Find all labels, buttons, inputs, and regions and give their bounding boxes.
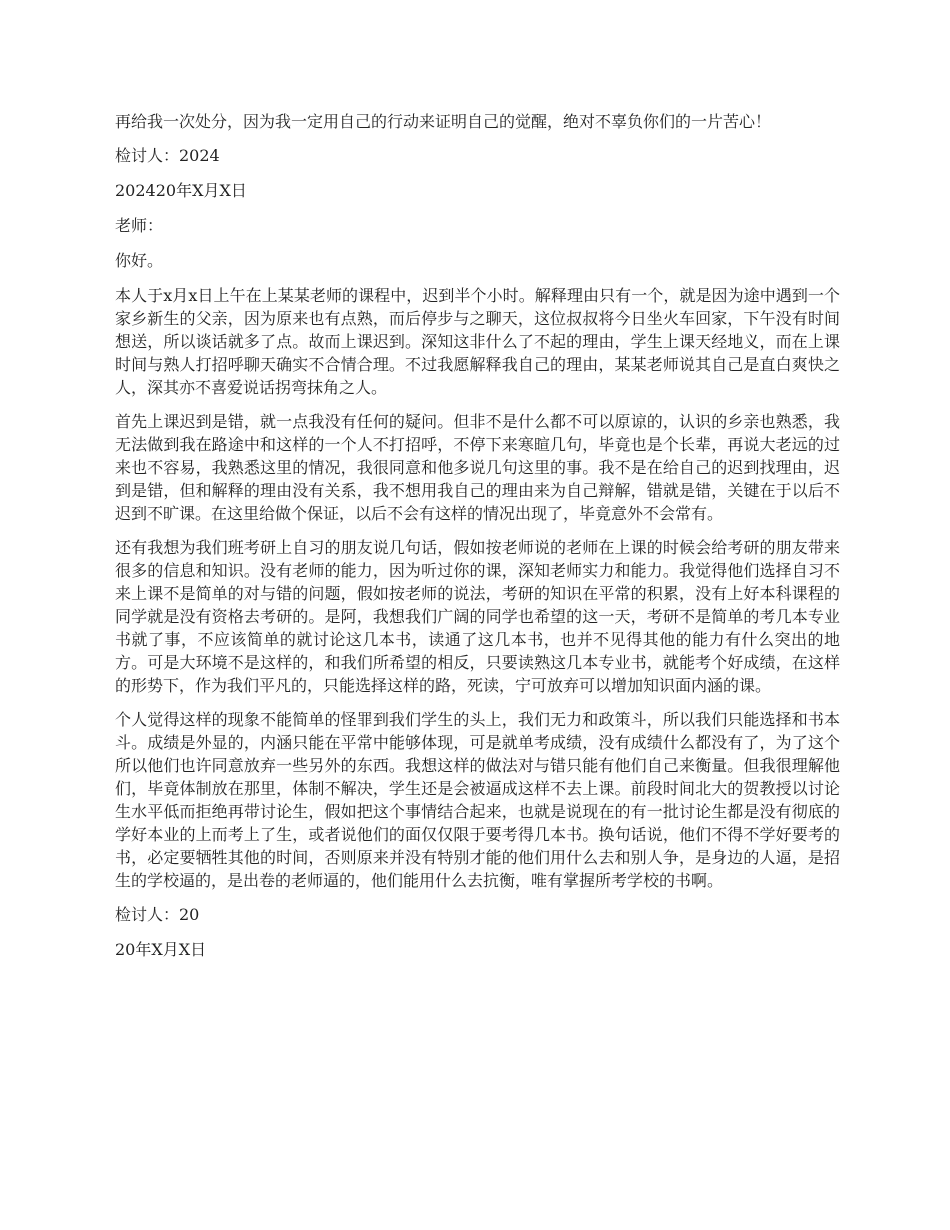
body-paragraph: 个人觉得这样的现象不能简单的怪罪到我们学生的头上，我们无力和政策斗，所以我们只能选择和书本斗。成绩是外显的，内涵只能在平常中能够体现，可是就单考成绩，没有成绩什么都没有了，为了这个所以他们也许同意放弃一些另外的东西。我想这样的做法对与错只能有他们自己来衡量。但我很理解他们，毕竟体制放在那里，体制不解决，学生还是会被逼成这样不去上课。前段时间北大的贺教授以讨论生水平低而拒绝再带讨论生，假如把这个事情结合起来，也就是说现在的有一批讨论生都是没有彻底的学好本业的上而考上了生，或者说他们的面仅仅限于要考得几本书。换句话说，他们不得不学好要考的书，必定要牺牲其他的时间，否则原来并没有特别才能的他们用什么去和别人争，是身边的人逼，是招生的学校逼的，是出卷的老师逼的，他们能用什么去抗衡，唯有掌握所考学校的书啊。 <box>115 710 840 890</box>
body-paragraph: 首先上课迟到是错，就一点我没有任何的疑问。但非不是什么都不可以原谅的，认识的乡亲也熟悉，我无法做到我在路途中和这样的一个人不打招呼，不停下来寒暄几句，毕竟也是个长辈，再说大老远的过来也不容易，我熟悉这里的情况，我很同意和他多说几句这里的事。我不是在给自己的迟到找理由，迟到是错，但和解释的理由没有关系，我不想用我自己的理由来为自己辩解，错就是错，关键在于以后不迟到不旷课。在这里给做个保证，以后不会有这样的情况出现了，毕竟意外不会常有。 <box>115 412 840 523</box>
closing-paragraph: 再给我一次处分，因为我一定用自己的行动来证明自己的觉醒，绝对不辜负你们的一片苦心！ <box>115 112 772 131</box>
document-body <box>115 110 840 973</box>
date-line: 20年X月X日 <box>115 940 207 959</box>
date-line: 202420年X月X日 <box>115 181 247 200</box>
body-paragraph: 本人于x月x日上午在上某某老师的课程中，迟到半个小时。解释理由只有一个，就是因为途中遇到一个家乡新生的父亲，因为原来也有点熟，而后停步与之聊天，这位叔叔将今日坐火车回家，下午没有时间想送，所以谈话就多了点。故而上课迟到。深知这非什么了不起的理由，学生上课天经地义，而在上课时间与熟人打招呼聊天确实不合情合理。不过我愿解释我自己的理由，某某老师说其自己是直白爽快之人，深其亦不喜爱说话拐弯抹角之人。 <box>115 286 840 397</box>
signature-line: 检讨人：20 <box>115 905 200 924</box>
salutation: 老师： <box>115 216 164 235</box>
greeting: 你好。 <box>115 251 164 270</box>
body-paragraph: 还有我想为我们班考研上自习的朋友说几句话，假如按老师说的老师在上课的时候会给考研的朋友带来很多的信息和知识。没有老师的能力，因为听过你的课，深知老师实力和能力。我觉得他们选择自习不来上课不是简单的对与错的问题，假如按老师的说法，考研的知识在平常的积累，没有上好本科课程的同学就是没有资格去考研的。是阿，我想我们广阔的同学也希望的这一天，考研不是简单的考几本专业书就了事，不应该简单的就讨论这几本书，读通了这几本书，也并不见得其他的能力有什么突出的地方。可是大环境不是这样的，和我们所希望的相反，只要读熟这几本专业书，就能考个好成绩，在这样的形势下，作为我们平凡的，只能选择这样的路，死读，宁可放弃可以增加知识面内涵的课。 <box>115 538 840 695</box>
signature-line: 检讨人：2024 <box>115 146 220 165</box>
